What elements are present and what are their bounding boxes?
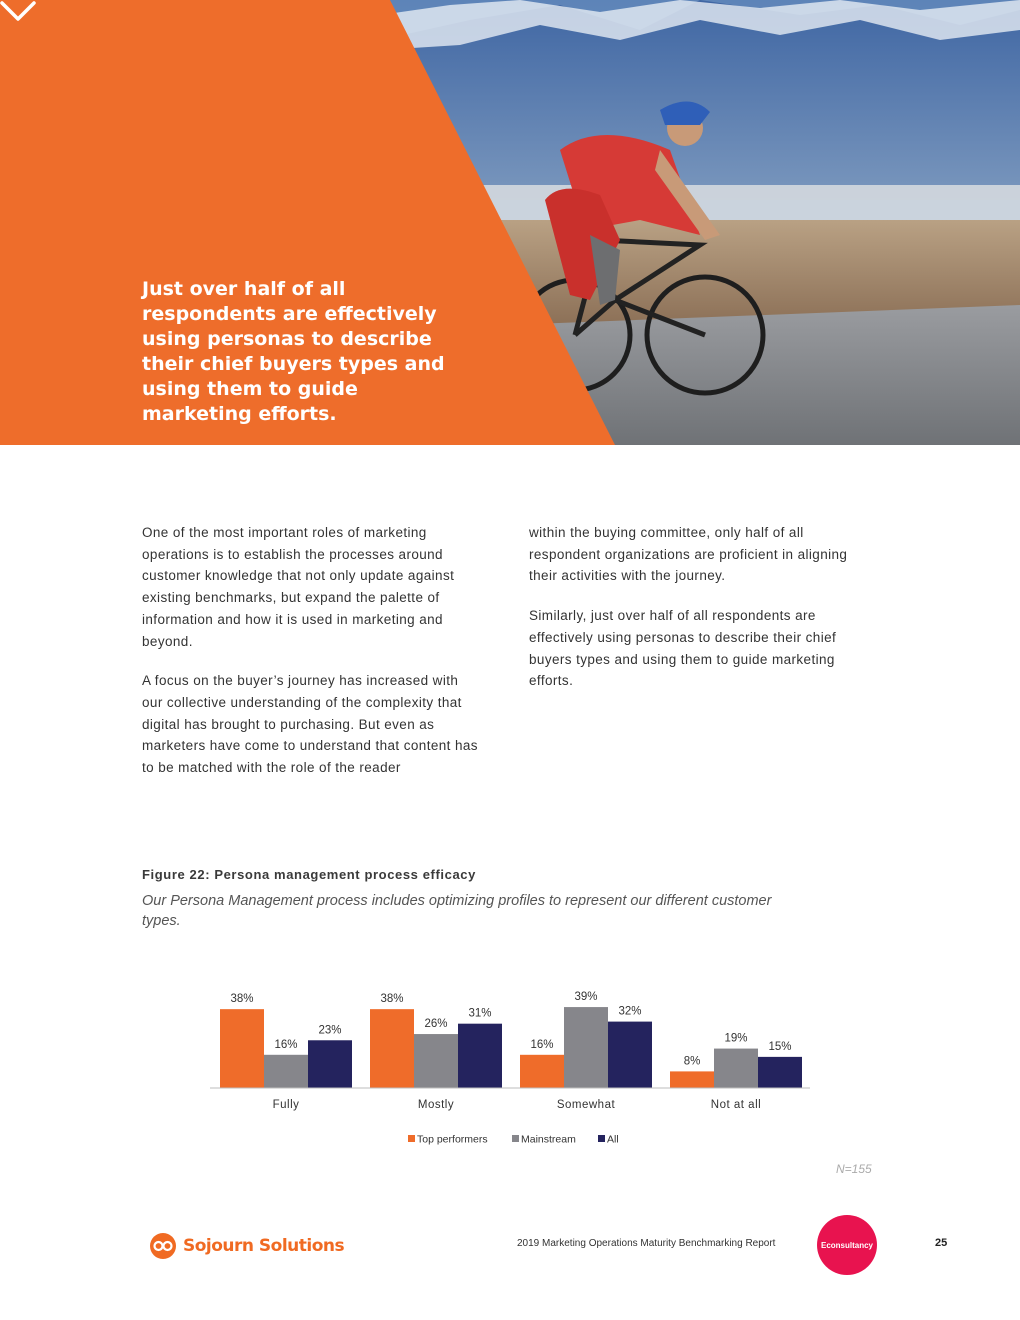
bar-top-performers (520, 1055, 564, 1088)
hero-banner (0, 0, 1020, 445)
page-number: 25 (935, 1237, 948, 1249)
data-label: 23% (318, 1024, 342, 1037)
body-column-left (142, 522, 482, 797)
data-label: 15% (768, 1040, 792, 1053)
paragraph: within the buying committee, only half of all respondent organizations are proficient in aligning their activities with the journey. (529, 525, 848, 584)
data-label: 38% (230, 993, 254, 1006)
callout-text: Just over half of all respondents are effectively using personas to describe their chief buyers types and using them to guide marketing efforts. (142, 278, 445, 425)
data-label: 39% (574, 991, 598, 1004)
data-label: 19% (724, 1032, 748, 1045)
legend-label: All (607, 1133, 619, 1146)
report-title: 2019 Marketing Operations Maturity Benchmarking Report (517, 1238, 776, 1249)
figure-title: Figure 22: Persona management process efficacy (142, 867, 476, 882)
bar-mainstream (714, 1049, 758, 1088)
x-tick-label: Mostly (417, 1099, 455, 1111)
bar-chart (200, 975, 820, 1165)
sojourn-logo (149, 1232, 344, 1260)
bar-top-performers (370, 1009, 414, 1088)
data-label: 26% (424, 1018, 448, 1031)
body-column-right (529, 522, 869, 710)
sojourn-logo-icon (149, 1232, 177, 1260)
x-tick-label: Somewhat (556, 1099, 616, 1111)
bar-all (758, 1057, 802, 1088)
data-label: 8% (683, 1055, 701, 1068)
data-label: 16% (530, 1038, 554, 1051)
paragraph: A focus on the buyer’s journey has increased with our collective understanding of the complexity that digital has brought to purchasing. But even as marketers have come to understand that content has to be matched with the role of the reader (142, 673, 478, 776)
bar-mainstream (414, 1034, 458, 1088)
x-tick-label: Not at all (710, 1099, 762, 1111)
data-label: 32% (618, 1005, 642, 1018)
bar-top-performers (220, 1009, 264, 1088)
data-label: 16% (274, 1038, 298, 1051)
paragraph: Similarly, just over half of all respondents are effectively using personas to describe their chief buyers types and using them to guide marketing efforts. (529, 608, 837, 689)
logo-text: Sojourn Solutions (183, 1236, 345, 1256)
legend-label: Mainstream (521, 1133, 576, 1146)
bar-all (608, 1022, 652, 1088)
paragraph: One of the most important roles of marketing operations is to establish the processes around customer knowledge that not only update against existing benchmarks, but expand the palette of information and how it is used in marketing and beyond. (142, 525, 455, 649)
legend-swatch (512, 1135, 519, 1142)
legend-label: Top performers (417, 1133, 488, 1146)
data-label: 38% (380, 993, 404, 1006)
legend-swatch (598, 1135, 605, 1142)
chevron-down-icon (0, 0, 36, 22)
x-tick-label: Fully (272, 1099, 300, 1111)
bar-mainstream (564, 1007, 608, 1088)
data-label: 31% (468, 1007, 492, 1020)
bar-top-performers (670, 1071, 714, 1088)
econsultancy-badge (817, 1215, 877, 1275)
figure-subtitle: Our Persona Management process includes optimizing profiles to represent our different customer types. (142, 893, 772, 929)
legend-swatch (408, 1135, 415, 1142)
bar-mainstream (264, 1055, 308, 1088)
bar-all (458, 1024, 502, 1088)
badge-text: Econsultancy (820, 1240, 873, 1250)
bar-all (308, 1040, 352, 1088)
sample-size-note: N=155 (836, 1162, 872, 1176)
